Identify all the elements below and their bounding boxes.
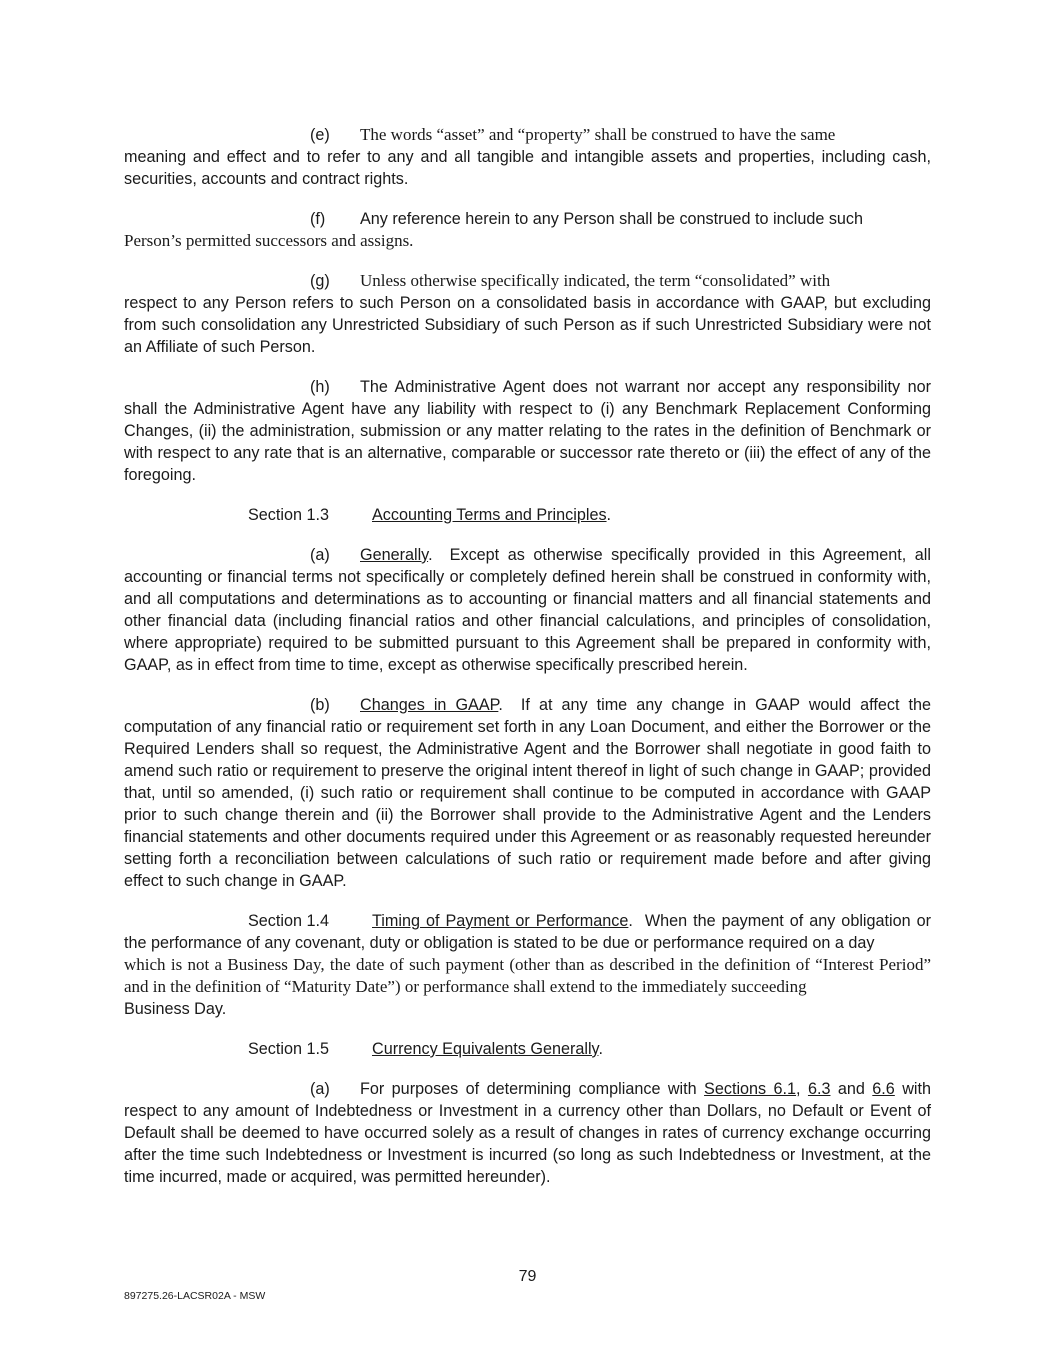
section-1-3-b bbox=[124, 694, 931, 892]
paragraph-label: (h) bbox=[310, 378, 330, 396]
section-1-5-a-text-after: with respect to any amount of Indebtedness or Investment in a currency other than Dollars, no Default or Event of Default shall be deemed to have occurred solely as a result of changes in rates of currency exchange occurring after the time such Indebtedness or Investment is incurred (so long as such Indebtedness or Investment, at the time incurred, made or acquired, was permitted hereunder). bbox=[124, 1080, 932, 1186]
paragraph-e bbox=[124, 124, 931, 190]
paragraph-label: (f) bbox=[310, 210, 326, 228]
section-1-4-line1: Section 1.4 Timing of Payment or Performance. When the payment of any obligation or the performance of any covenant, duty or obligation is stated to be due or performance required on a day bbox=[124, 912, 931, 952]
cross-reference-section-6-1[interactable]: Sections 6.1 bbox=[704, 1080, 797, 1098]
paragraph-f bbox=[124, 208, 931, 252]
paragraph-g bbox=[124, 270, 931, 358]
paragraph-f-text2: Person’s permitted successors and assigns. bbox=[124, 231, 414, 250]
section-number: Section 1.5 bbox=[248, 1040, 329, 1058]
paragraph-g-line1 bbox=[124, 270, 931, 292]
section-1-3-heading: Section 1.3 Accounting Terms and Principles. bbox=[248, 506, 612, 524]
conjunction: and bbox=[837, 1080, 865, 1098]
paragraph-label: (e) bbox=[310, 126, 330, 144]
paragraph-f-line1 bbox=[124, 208, 931, 230]
paragraph-label: (g) bbox=[310, 272, 330, 290]
section-number: Section 1.4 bbox=[248, 912, 329, 930]
page-number: 79 bbox=[518, 1268, 537, 1285]
section-1-4 bbox=[124, 910, 931, 1020]
paragraph-e-text1: The words “asset” and “property” shall be construed to have the same bbox=[360, 125, 836, 144]
subsection-heading: Generally bbox=[360, 546, 429, 564]
section-1-5-a-body bbox=[124, 1078, 931, 1188]
section-title: Accounting Terms and Principles bbox=[372, 506, 607, 524]
paragraph-label: (a) bbox=[310, 1080, 330, 1098]
section-1-4-text3: Business Day. bbox=[124, 1000, 227, 1018]
section-1-4-text2: which is not a Business Day, the date of such payment (other than as described in the definition of “Interest Period” and in the definition of “Maturity Date”) or performance shall extend to the immediately succeeding bbox=[124, 955, 931, 996]
section-1-3-a bbox=[124, 544, 931, 676]
section-title: Currency Equivalents Generally bbox=[372, 1040, 599, 1058]
paragraph-h bbox=[124, 376, 931, 486]
section-1-3-b-text: If at any time any change in GAAP would affect the computation of any financial ratio or requirement set forth in any Loan Document, and either the Borrower or the Required Lenders shall so request, the Administrative Agent and the Borrower shall negotiate in good faith to amend such ratio or requirement to preserve the original intent thereof in light of such change in GAAP; provided that, until so amended, (i) such ratio or requirement shall continue to be computed in accordance with GAAP prior to such change therein and (ii) the Borrower shall provide to the Administrative Agent and the Lenders financial statements and other documents required under this Agreement or as reasonably requested hereunder setting forth a reconciliation between calculations of such ratio or requirement made before and after giving effect to such change in GAAP. bbox=[124, 696, 931, 890]
paragraph-e-text2: meaning and effect and to refer to any and all tangible and intangible assets and properties, including cash, securities, accounts and contract rights. bbox=[124, 148, 931, 188]
paragraph-g-text2: respect to any Person refers to such Person on a consolidated basis in accordance with GAAP, but excluding from such consolidation any Unrestricted Subsidiary of such Person as if such Unrestricted Subsidiary were not an Affiliate of such Person. bbox=[124, 294, 931, 356]
section-1-5-a-text-before: For purposes of determining compliance with bbox=[360, 1080, 697, 1098]
paragraph-label: (a) bbox=[310, 546, 330, 564]
section-1-3-a-text: Except as otherwise specifically provided in this Agreement, all accounting or financial terms not specifically or completely defined herein shall be construed in conformity with, and all computations and determinations as to accounting or financial matters and all financial statements and other financial data (including financial ratios and other financial calculations, and principles of consolidation, where appropriate) required to be submitted pursuant to this Agreement shall be prepared in conformity with, GAAP, as in effect from time to time, except as otherwise specifically prescribed herein. bbox=[124, 546, 931, 674]
subsection-heading: Changes in GAAP bbox=[360, 696, 499, 714]
document-id: 897275.26-LACSR02A - MSW bbox=[124, 1290, 266, 1302]
paragraph-label: (b) bbox=[310, 696, 330, 714]
section-1-3-a-body: (a) Generally. Except as otherwise specifically provided in this Agreement, all accounting or financial terms not specifically or completely defined herein shall be construed in conformity with, and all computations and determinations as to accounting or financial matters and all financial statements and other financial data (including financial ratios and other financial calculations, and principles of consolidation, where appropriate) required to be submitted pursuant to this Agreement shall be prepared in conformity with, GAAP, as in effect from time to time, except as otherwise specifically prescribed herein. bbox=[124, 546, 931, 674]
cross-reference-6-3[interactable]: 6.3 bbox=[807, 1080, 831, 1098]
paragraph-h-text: The Administrative Agent does not warrant nor accept any responsibility nor shall the Administrative Agent have any liability with respect to (i) any Benchmark Replacement Conforming Changes, (ii) the administration, submission or any matter relating to the rates in the definition of Benchmark or with respect to any rate that is an alternative, comparable or successor rate thereto or (iii) the effect of any of the foregoing. bbox=[124, 378, 931, 484]
paragraph-e-line1 bbox=[124, 124, 931, 146]
section-1-5-heading: Section 1.5 Currency Equivalents Generally. bbox=[248, 1040, 603, 1058]
section-1-3-b-body: (b) Changes in GAAP. If at any time any change in GAAP would affect the computation of any financial ratio or requirement set forth in any Loan Document, and either the Borrower or the Required Lenders shall so request, the Administrative Agent and the Borrower shall negotiate in good faith to amend such ratio or requirement to preserve the original intent thereof in light of such change in GAAP; provided that, until so amended, (i) such ratio or requirement shall continue to be computed in accordance with GAAP prior to such change therein and (ii) the Borrower shall provide to the Administrative Agent and the Lenders financial statements and other documents required under this Agreement or as reasonably requested hereunder setting forth a reconciliation between calculations of such ratio or requirement made before and after giving effect to such change in GAAP. bbox=[124, 696, 931, 890]
section-number: Section 1.3 bbox=[248, 506, 329, 524]
cross-reference-6-6[interactable]: 6.6 bbox=[872, 1080, 895, 1098]
section-1-4-text1: When the payment of any obligation or the performance of any covenant, duty or obligation is stated to be due or performance required on a day bbox=[124, 912, 931, 952]
separator: , bbox=[796, 1080, 801, 1098]
paragraph-h-body bbox=[124, 376, 931, 486]
section-title: Timing of Payment or Performance bbox=[372, 912, 629, 930]
document-body bbox=[124, 124, 931, 1206]
paragraph-f-text1: Any reference herein to any Person shall be construed to include such bbox=[360, 210, 864, 228]
section-1-5-a bbox=[124, 1078, 931, 1188]
paragraph-g-text1: Unless otherwise specifically indicated, the term “consolidated” with bbox=[360, 271, 831, 290]
